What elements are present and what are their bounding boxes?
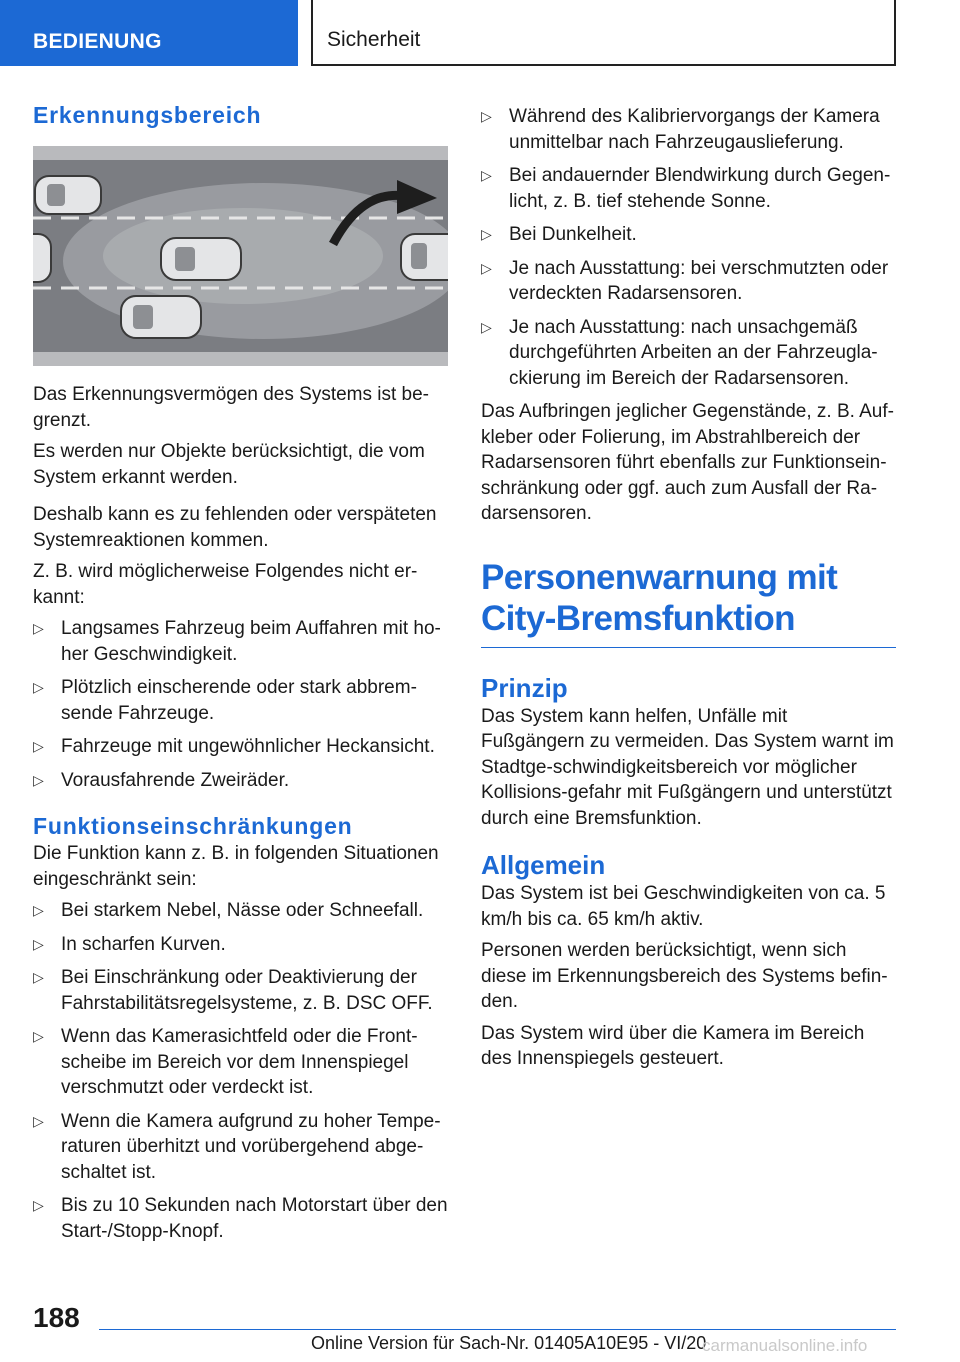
list-item: ▷ Je nach Ausstattung: bei verschmutzten oder verdeckten Radarsensoren. xyxy=(481,257,889,304)
paragraph-principle: Das System kann helfen, Unfälle mit Fußgängern zu vermeiden. Das System warnt im Stadtge-schwindigkeitsbereich vor möglicher Kollisions-gefahr mit Fußgängern und unterstützt durch eine Bremsfunktion. xyxy=(481,705,894,829)
page-number: 188 xyxy=(33,1302,80,1333)
not-detected-list xyxy=(33,616,448,793)
triangle-marker-icon: ▷ xyxy=(33,935,44,952)
detection-area-illustration xyxy=(33,146,448,366)
left-column xyxy=(33,100,448,1252)
list-item: ▷ Bei andauernder Blendwirkung durch Gegen-licht, z. B. tief stehende Sonne. xyxy=(481,165,891,212)
list-item: ▷ Je nach Ausstattung: nach unsachgemäß durchgeführten Arbeiten an der Fahrzeugla-ckierung im Bereich der Radarsensoren. xyxy=(481,316,878,389)
heading-detection-area: Erkennungsbereich xyxy=(33,102,262,128)
triangle-marker-icon: ▷ xyxy=(33,1197,44,1213)
triangle-marker-icon: ▷ xyxy=(33,902,44,918)
right-column xyxy=(481,104,896,1072)
triangle-marker-icon: ▷ xyxy=(481,259,492,276)
chapter-tab: Sicherheit xyxy=(311,0,896,66)
section-tab: BEDIENUNG xyxy=(0,0,298,66)
online-version-note: Online Version für Sach-Nr. 01405A10E95 - VI/20 xyxy=(311,1333,707,1353)
heading-general: Allgemein xyxy=(481,850,606,880)
paragraph-missing-reactions: Deshalb kann es zu fehlenden oder verspäteten Systemreaktionen kommen. xyxy=(33,504,437,551)
list-item: ▷ Bei Dunkelheit. xyxy=(481,222,896,248)
list-item: ▷ Bis zu 10 Sekunden nach Motorstart über den Start-/Stopp-Knopf. xyxy=(33,1195,448,1242)
triangle-marker-icon: ▷ xyxy=(481,167,492,183)
watermark: carmanualsonline.info xyxy=(702,1336,868,1355)
triangle-marker-icon: ▷ xyxy=(481,318,492,335)
triangle-marker-icon: ▷ xyxy=(33,1112,44,1129)
paragraph-stickers: Das Aufbringen jeglicher Gegenstände, z. B. Auf-kleber oder Folierung, im Abstrahlbereich der Radarsensoren führt ebenfalls zur Funktionsein-schränkung oder ggf. auch zum Ausfall der Ra-darsensoren. xyxy=(481,401,894,524)
list-item: ▷ In scharfen Kurven. xyxy=(33,932,448,958)
list-item: ▷ Bei Einschränkung oder Deaktivierung der Fahrstabilitätsregelsysteme, z. B. DSC OFF. xyxy=(33,967,433,1014)
road-diagram xyxy=(33,146,448,366)
triangle-marker-icon: ▷ xyxy=(33,771,44,788)
limits-list-continued xyxy=(481,104,896,391)
triangle-marker-icon: ▷ xyxy=(33,969,44,985)
limits-list xyxy=(33,898,448,1244)
list-item: ▷ Während des Kalibriervorgangs der Kamera unmittelbar nach Fahrzeugauslieferung. xyxy=(481,106,880,153)
paragraph-limits-intro: Die Funktion kann z. B. in folgenden Situationen eingeschränkt sein: xyxy=(33,843,439,890)
list-item: ▷ Wenn die Kamera aufgrund zu hoher Tempe-raturen überhitzt und vorübergehend abge-schaltet ist. xyxy=(33,1110,441,1183)
triangle-marker-icon: ▷ xyxy=(481,108,492,124)
heading-principle: Prinzip xyxy=(481,672,568,703)
heading-function-limits: Funktionseinschränkungen xyxy=(33,813,353,839)
paragraph-camera: Das System wird über die Kamera im Bereich des Innenspiegels gesteuert. xyxy=(481,1022,865,1069)
paragraph-speed-range: Das System ist bei Geschwindigkeiten von ca. 5 km/h bis ca. 65 km/h aktiv. xyxy=(481,883,886,930)
paragraph-detection-limited: Das Erkennungsvermögen des Systems ist be-grenzt. xyxy=(33,384,430,431)
footer-rule xyxy=(99,1329,896,1330)
triangle-marker-icon: ▷ xyxy=(33,1028,44,1044)
triangle-marker-icon: ▷ xyxy=(33,738,44,754)
list-item: ▷ Wenn das Kamerasichtfeld oder die Front-scheibe im Bereich vor dem Innenspiegel verschmutzt oder verdeckt ist. xyxy=(33,1026,418,1098)
list-item: ▷ Langsames Fahrzeug beim Auffahren mit ho-her Geschwindigkeit. xyxy=(33,618,441,665)
triangle-marker-icon: ▷ xyxy=(481,226,492,242)
list-item: ▷ Fahrzeuge mit ungewöhnlicher Heckansicht. xyxy=(33,734,448,760)
triangle-marker-icon: ▷ xyxy=(33,679,44,695)
paragraph-objects-considered: Es werden nur Objekte berücksichtigt, die vom System erkannt werden. xyxy=(33,441,425,488)
list-item: ▷ Vorausfahrende Zweiräder. xyxy=(33,768,448,794)
paragraph-not-detected-intro: Z. B. wird möglicherweise Folgendes nicht er-kannt: xyxy=(33,561,418,608)
list-item: ▷ Bei starkem Nebel, Nässe oder Schneefall. xyxy=(33,898,448,924)
paragraph-persons: Personen werden berücksichtigt, wenn sich diese im Erkennungsbereich des Systems befin-den. xyxy=(481,940,888,1012)
heading-pedestrian-warning: Personenwarnung mit City-Bremsfunktion xyxy=(481,557,838,638)
triangle-marker-icon: ▷ xyxy=(33,620,44,636)
list-item: ▷ Plötzlich einscherende oder stark abbrem-sende Fahrzeuge. xyxy=(33,677,417,724)
